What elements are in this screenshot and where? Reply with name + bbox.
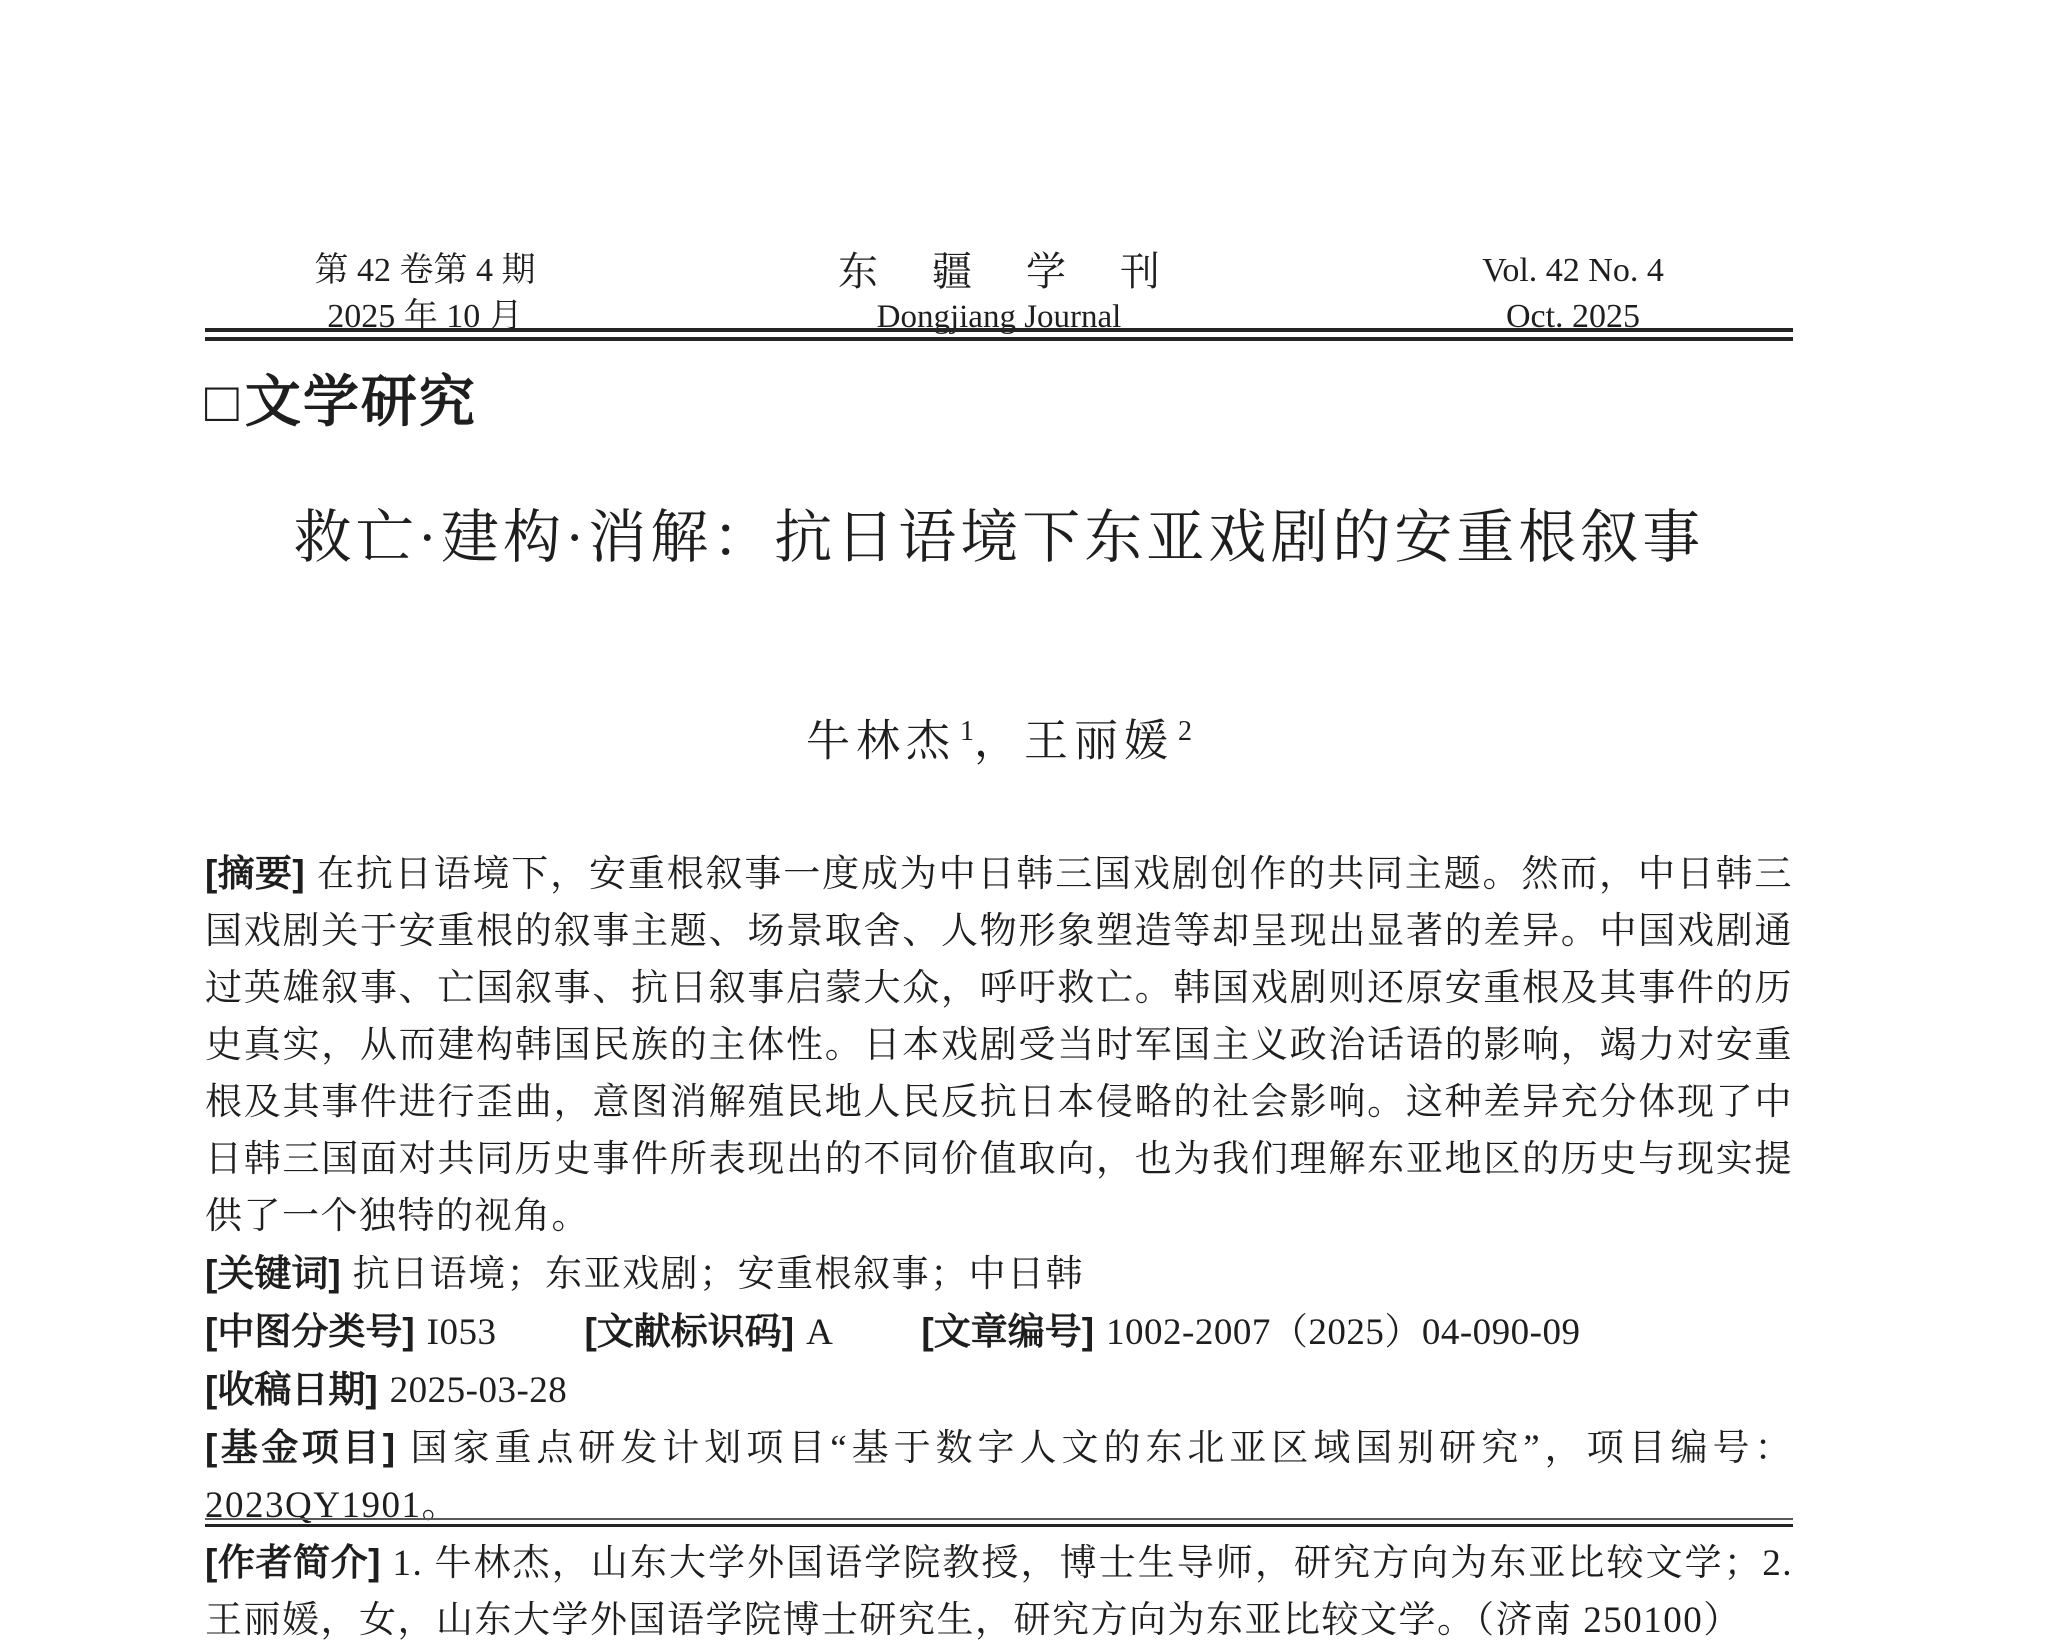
issue-date-cn: 2025 年 10 月 — [327, 298, 523, 335]
abstract-text: 在抗日语境下，安重根叙事一度成为中日韩三国戏剧创作的共同主题。然而，中日韩三国戏剧关于安重根的叙事主题、场景取舍、人物形象塑造等却呈现出显著的差异。中国戏剧通过英雄叙事、亡国叙事、抗日叙事启蒙大众，呼吁救亡。韩国戏剧则还原安重根及其事件的历史真实，从而建构韩国民族的主体性。日本戏剧受当时军国主义政治话语的影响，竭力对安重根及其事件进行歪曲，意图消解殖民地人民反抗日本侵略的社会影响。这种差异充分体现了中日韩三国面对共同历史事件所表现出的不同价值取向，也为我们理解东亚地区的历史与现实提供了一个独特的视角。 — [205, 854, 1793, 1237]
bio-text: 1. 牛林杰，山东大学外国语学院教授，博士生导师，研究方向为东亚比较文学；2. 王丽媛，女，山东大学外国语学院博士研究生，研究方向为东亚比较文学。（济南 250100） — [205, 1543, 1793, 1641]
journal-title-cn: 东 疆 学 刊 — [838, 249, 1182, 294]
section-square-icon: □ — [205, 370, 241, 433]
abstract-label: [摘要] — [205, 853, 305, 894]
section-header — [205, 366, 1793, 438]
masthead-journal — [645, 248, 1353, 338]
doc-code-pair — [584, 1303, 833, 1361]
keywords-text: 抗日语境；东亚戏剧；安重根叙事；中日韩 — [352, 1254, 1085, 1295]
masthead-double-rule — [205, 328, 1793, 341]
bio-label: [作者简介] — [205, 1542, 381, 1583]
front-matter — [205, 845, 1793, 1649]
bio-paragraph — [205, 1534, 1793, 1649]
author-2-name: 王丽媛 — [1024, 716, 1174, 766]
doc-code-label: [文献标识码] — [584, 1311, 795, 1352]
abstract-paragraph — [205, 845, 1793, 1245]
received-line — [205, 1361, 1793, 1419]
funding-line — [205, 1419, 1793, 1534]
author-separator: ， — [974, 716, 1024, 766]
clc-label: [中图分类号] — [205, 1311, 415, 1352]
clc-pair — [205, 1303, 496, 1361]
issue-volume-en: Vol. 42 No. 4 — [1482, 252, 1664, 289]
funding-text: 国家重点研发计划项目“基于数字人文的东北亚区域国别研究”，项目编号：2023QY1901。 — [205, 1428, 1793, 1526]
article-id-pair — [921, 1303, 1580, 1361]
keywords-line — [205, 1245, 1793, 1303]
masthead-issue-cn — [205, 248, 645, 340]
classification-line — [205, 1303, 1793, 1361]
funding-label: [基金项目] — [205, 1427, 396, 1468]
author-1-affiliation-mark: 1 — [960, 716, 974, 747]
received-value: 2025-03-28 — [389, 1370, 568, 1411]
article-id-value: 1002-2007（2025）04-090-09 — [1106, 1312, 1581, 1353]
journal-title-en: Dongjiang Journal — [876, 299, 1122, 335]
keywords-label: [关键词] — [205, 1253, 341, 1294]
issue-date-en: Oct. 2025 — [1505, 298, 1641, 335]
issue-volume-cn: 第 42 卷第 4 期 — [314, 252, 536, 289]
page-bottom-rule — [205, 1518, 1793, 1527]
article-id-label: [文章编号] — [921, 1311, 1095, 1352]
article-title: 救亡·建构·消解：抗日语境下东亚戏剧的安重根叙事 — [293, 505, 1705, 570]
author-1-name: 牛林杰 — [806, 716, 956, 766]
author-2-affiliation-mark: 2 — [1178, 716, 1192, 747]
masthead — [205, 248, 1793, 340]
received-label: [收稿日期] — [205, 1369, 378, 1410]
doc-code-value: A — [806, 1312, 834, 1353]
masthead-issue-en — [1353, 248, 1793, 340]
section-label: 文学研究 — [244, 370, 477, 433]
clc-value: I053 — [426, 1312, 497, 1353]
author-line — [205, 700, 1793, 774]
